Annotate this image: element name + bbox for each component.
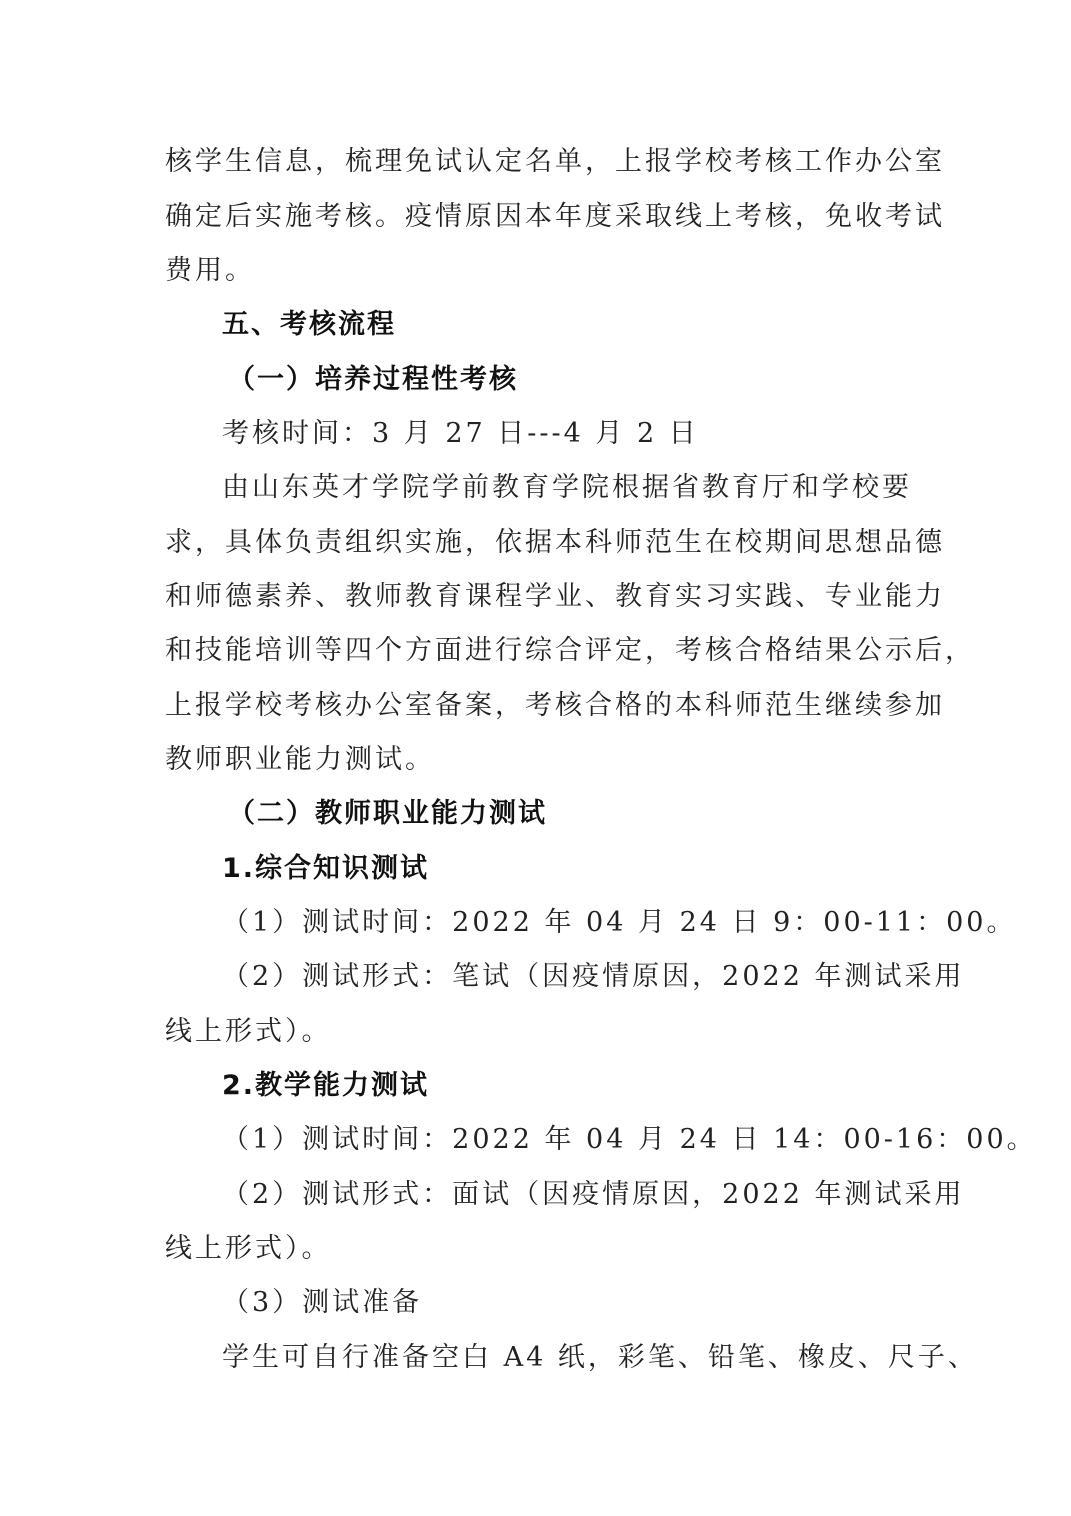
test-format: （2）测试形式：笔试（因疫情原因，2022 年测试采用 [222,961,965,992]
item-heading: 1.综合知识测试 [222,853,430,884]
paragraph-line: 由山东英才学院学前教育学院根据省教育厅和学校要 [222,472,912,503]
paragraph-line: 核学生信息，梳理免试认定名单，上报学校考核工作办公室 [165,146,945,177]
test-time: （1）测试时间：2022 年 04 月 24 日 14：00-16：00。 [222,1124,1037,1155]
test-format: （2）测试形式：面试（因疫情原因，2022 年测试采用 [222,1179,965,1210]
paragraph-line: 和技能培训等四个方面进行综合评定，考核合格结果公示后， [165,635,975,666]
paragraph-line: 和师德素养、教师教育课程学业、教育实习实践、专业能力 [165,581,945,612]
paragraph-line: 费用。 [165,255,255,286]
test-preparation: （3）测试准备 [222,1287,423,1318]
assessment-time: 考核时间：3 月 27 日---4 月 2 日 [222,418,699,449]
paragraph-line: 确定后实施考核。疫情原因本年度采取线上考核，免收考试 [165,201,945,232]
paragraph-line: 上报学校考核办公室备案，考核合格的本科师范生继续参加 [165,690,945,721]
paragraph-line: 线上形式）。 [165,1016,332,1047]
subsection-heading: （二）教师职业能力测试 [228,798,547,829]
paragraph-line: 学生可自行准备空白 A4 纸，彩笔、铅笔、橡皮、尺子、 [222,1342,978,1373]
subsection-heading: （一）培养过程性考核 [228,364,518,395]
section-heading: 五、考核流程 [222,309,396,340]
paragraph-line: 求，具体负责组织实施，依据本科师范生在校期间思想品德 [165,527,945,558]
item-heading: 2.教学能力测试 [222,1070,430,1101]
test-time: （1）测试时间：2022 年 04 月 24 日 9：00-11：00。 [222,907,1017,938]
paragraph-line: 线上形式）。 [165,1233,332,1264]
paragraph-line: 教师职业能力测试。 [165,744,435,775]
